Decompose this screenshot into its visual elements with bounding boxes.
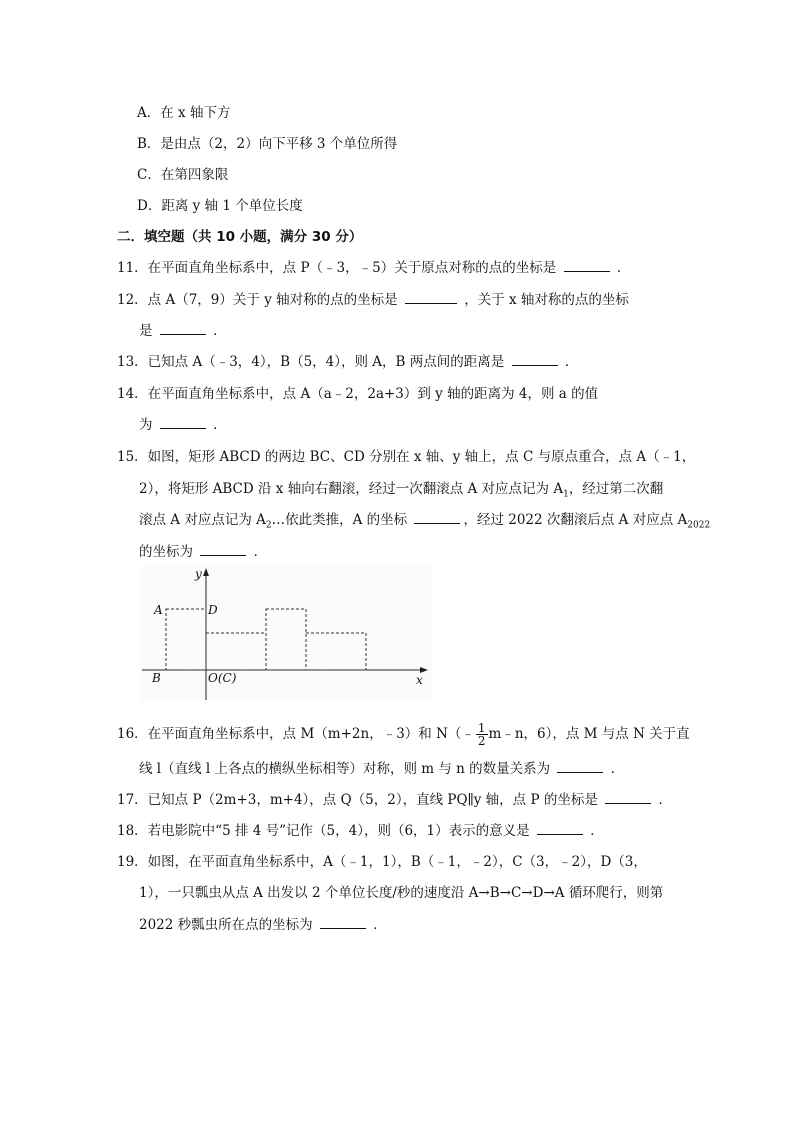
label-x: x bbox=[416, 673, 423, 687]
question-12-line2 bbox=[139, 322, 227, 340]
q11-text: 11．在平面直角坐标系中，点 P（﹣3，﹣5）关于原点对称的点的坐标是 bbox=[117, 260, 557, 276]
q18-text: 18．若电影院中“5 排 4 号”记作（5，4），则（6，1）表示的意义是 bbox=[117, 823, 530, 839]
label-o: O(C) bbox=[208, 671, 237, 685]
q16-fraction bbox=[476, 722, 488, 747]
question-19-line2: 1），一只瓢虫从点 A 出发以 2 个单位长度/秒的速度沿 A→B→C→D→A 循环爬行，则第 bbox=[139, 885, 664, 901]
q15-sub-2: 2 bbox=[265, 520, 272, 531]
option-c: C．在第四象限 bbox=[137, 167, 229, 183]
q17-text: 17．已知点 P（2m+3，m+4），点 Q（5，2），直线 PQ∥y 轴，点 P 的坐标是 bbox=[117, 792, 598, 808]
fraction-denominator: 2 bbox=[477, 734, 486, 748]
q12-text-a: 12．点 A（7，9）关于 y 轴对称的点的坐标是 bbox=[117, 292, 398, 308]
q16-text-c: 线 l（直线 l 上各点的横纵坐标相等）对称，则 m 与 n 的数量关系为 bbox=[139, 761, 551, 777]
q12-text-b: ，关于 x 轴对称的点的坐标 bbox=[464, 292, 629, 308]
q13-answer-blank[interactable] bbox=[512, 353, 558, 366]
q17-end: ． bbox=[658, 792, 672, 808]
q14-text: 为 bbox=[139, 417, 153, 433]
figure-background bbox=[140, 566, 432, 702]
question-15-line4 bbox=[139, 543, 267, 561]
q11-end: ． bbox=[616, 260, 631, 276]
question-17 bbox=[117, 791, 672, 809]
q12-answer-blank-1[interactable] bbox=[405, 291, 457, 304]
question-13 bbox=[117, 353, 578, 371]
q15-text-a: 2），将矩形 ABCD 沿 x 轴向右翻滚，经过一次翻滚点 A 对应点记为 A bbox=[139, 481, 564, 497]
q15-text-c: 滚点 A 对应点记为 A bbox=[139, 512, 266, 528]
question-18 bbox=[117, 822, 604, 840]
q18-answer-blank[interactable] bbox=[537, 822, 583, 835]
question-19-line3 bbox=[139, 916, 387, 934]
question-12-line1 bbox=[117, 291, 629, 309]
q17-answer-blank[interactable] bbox=[605, 791, 651, 804]
q14-end: ． bbox=[213, 417, 227, 433]
label-d: D bbox=[208, 603, 218, 617]
label-a: A bbox=[154, 603, 163, 617]
question-14-line1: 14．在平面直角坐标系中，点 A（a﹣2，2a+3）到 y 轴的距离为 4，则 a 的值 bbox=[117, 386, 599, 402]
q19-answer-blank[interactable] bbox=[320, 916, 366, 929]
q15-text-e: ，经过 2022 次翻滚后点 A 对应点 A bbox=[463, 512, 688, 528]
q15-rectangle-figure bbox=[140, 566, 432, 702]
q13-text: 13．已知点 A（﹣3，4），B（5，4），则 A，B 两点间的距离是 bbox=[117, 354, 505, 370]
q15-sub-3: 2022 bbox=[687, 520, 711, 531]
option-b: B．是由点（2，2）向下平移 3 个单位所得 bbox=[137, 136, 398, 152]
q15-end: ． bbox=[253, 544, 268, 560]
question-14-line2 bbox=[139, 416, 227, 434]
q15-text-f: 的坐标为 bbox=[139, 544, 193, 560]
question-11 bbox=[117, 259, 630, 277]
label-b: B bbox=[152, 671, 161, 685]
question-15-line3 bbox=[139, 511, 710, 535]
q11-answer-blank[interactable] bbox=[564, 259, 610, 272]
q13-end: ． bbox=[564, 354, 579, 370]
question-15-line2 bbox=[139, 480, 663, 504]
question-15-line1: 15．如图，矩形 ABCD 的两边 BC、CD 分别在 x 轴、y 轴上，点 C 与原点重合，点 A（﹣1， bbox=[117, 449, 696, 465]
q12-text-c: 是 bbox=[139, 323, 153, 339]
q19-text: 2022 秒瓢虫所在点的坐标为 bbox=[139, 917, 313, 933]
q12-end: ． bbox=[213, 323, 227, 339]
q15-answer-blank-1[interactable] bbox=[414, 511, 460, 524]
q19-end: ． bbox=[373, 917, 387, 933]
q15-text-d: …依此类推，A 的坐标 bbox=[271, 512, 408, 528]
q15-text-b: ，经过第二次翻 bbox=[568, 481, 664, 497]
q16-answer-blank[interactable] bbox=[557, 760, 603, 773]
question-19-line1: 19．如图，在平面直角坐标系中，A（﹣1，1），B（﹣1，﹣2），C（3，﹣2），D（3， bbox=[117, 854, 647, 870]
q16-text-a: 16．在平面直角坐标系中，点 M（m+2n，﹣3）和 N（﹣ bbox=[117, 726, 475, 742]
option-d: D．距离 y 轴 1 个单位长度 bbox=[137, 198, 303, 214]
question-16-line2 bbox=[139, 760, 624, 778]
q16-end: ． bbox=[610, 761, 625, 777]
q18-end: ． bbox=[590, 823, 604, 839]
q15-answer-blank-2[interactable] bbox=[200, 543, 246, 556]
q14-answer-blank[interactable] bbox=[160, 416, 206, 429]
q15-sub-1: 1 bbox=[563, 489, 569, 500]
question-16-line1 bbox=[117, 722, 690, 747]
section-title: 二．填空题（共 10 小题，满分 30 分） bbox=[117, 229, 363, 245]
option-a: A．在 x 轴下方 bbox=[137, 105, 231, 121]
q12-answer-blank-2[interactable] bbox=[160, 322, 206, 335]
q16-text-b: m﹣n，6），点 M 与点 N 关于直 bbox=[488, 726, 690, 742]
fraction-numerator: 1 bbox=[477, 721, 486, 735]
label-y: y bbox=[195, 567, 202, 581]
